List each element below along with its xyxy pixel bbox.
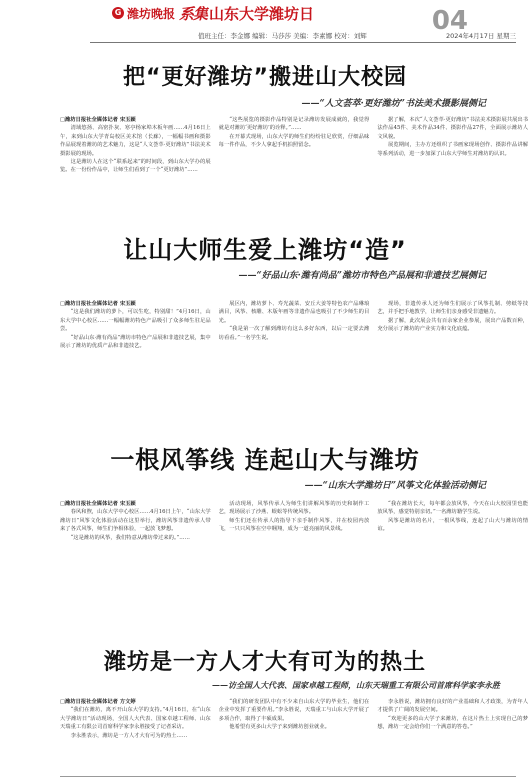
article-3-para: 师生们还在传承人的指导下亲手制作风筝，并在校园内放飞，一只只风筝在空中翱翔，成为一道亮丽的风景线。 <box>218 517 370 533</box>
article-4-byline: □潍坊日报社全媒体记者 方文婷 <box>60 699 136 705</box>
article-2-headline-wrap <box>0 230 530 265</box>
article-1-subhead-text: ——“人文荟萃·更好潍坊”书法美术摄影展侧记 <box>301 99 486 109</box>
article-4-col-2 <box>219 698 370 774</box>
article-3-para: 春风和煦，山东大学中心校区……4月16日上午，“山东大学潍坊日”风筝文化体验活动在这里举行，潍坊风筝非遗传承人带来了各式风筝，师生们争相体验，一起放飞梦想。 <box>60 509 211 533</box>
article-2-col-2 <box>219 300 370 420</box>
article-1-para: 展览期间，主办方还组织了书画家现场创作、摄影作品讲解等系列活动，进一步加深了山东大学师生对潍坊的认识。 <box>377 142 529 157</box>
page-number: 04 <box>431 6 468 36</box>
article-4-col-1 <box>60 698 211 774</box>
paper-logo-icon: G <box>112 7 124 19</box>
article-3-body <box>60 500 528 620</box>
dateline: 2024年4月17日 星期三 <box>445 32 516 40</box>
article-4-col-3 <box>377 698 528 774</box>
article-1-byline: □潍坊日报社全媒体记者 宋玉颖 <box>60 117 136 123</box>
footer-divider <box>60 776 516 777</box>
article-4-headline: 潍坊是一方人才大有可为的热土 <box>103 650 426 675</box>
article-4-headline-wrap <box>0 645 530 676</box>
article-1-para: 清域悠扬、高密扑灰、寒亭杨家埠木板年画……4月16日上午，来到山东大学青岛校区美术馆（长廊），一幅幅书画和摄影作品展现着潍坊的艺术魅力，这是“人文荟萃·更好潍坊”书法美术摄影展的现场。 <box>60 125 211 157</box>
article-2-subhead <box>0 268 530 281</box>
article-4-para: 他希望有更多山大学子来到潍坊创业就业。 <box>229 724 330 731</box>
article-3-col-2 <box>219 500 370 620</box>
article-3-para: “我在潍坊长大，每年都会放风筝，今天在山大校园里也能放风筝，感觉特别亲切。”一名潍坊籍学生说。 <box>377 501 529 516</box>
article-2-headline: 让山大师生爱上潍坊“造” <box>123 236 407 264</box>
article-2-para: “这是我们潍坊的萝卜，可以生吃，特别甜！”4月16日，山东大学中心校区……一幅幅潍坊特色产品吸引了众多师生驻足品尝。 <box>60 309 211 333</box>
article-4-para: “我们在潍坊，离不开山东大学的支持。”4月16日，在“山东大学潍坊日”活动现场，全国人大代表、国家卓越工程师、山东天瑞重工有限公司首席科学家李永胜接受了记者采访。 <box>60 707 211 731</box>
article-2-col-3 <box>377 300 528 420</box>
article-1-body <box>60 116 528 208</box>
article-3-byline: □潍坊日报社全媒体记者 宋玉颖 <box>60 501 136 507</box>
article-1-para: 在开幕式现场，山东大学的师生们纷纷驻足欣赏，仔细品味每一件作品，不少人拿起手机拍照留念。 <box>218 133 370 149</box>
article-1-headline: 把“更好潍坊”搬进山大校园 <box>123 65 407 90</box>
article-3-headline-wrap <box>0 440 530 475</box>
article-1-para: 据了解，本次“人文荟萃·更好潍坊”书法美术摄影展共展出书法作品45件、美术作品34件、摄影作品27件，全面展示潍坊人文风貌。 <box>377 117 529 140</box>
article-2-para: 展区内，潍坊萝卜、寿光蔬菜、安丘大姜等特色农产品琳琅满目，风筝、核雕、木版年画等非遗作品也吸引了不少师生的目光。 <box>218 301 370 324</box>
article-2-subhead-text: ——“好品山东·潍有尚品”潍坊市特色产品展和非遗技艺展侧记 <box>238 271 486 281</box>
article-1-col-3 <box>377 116 528 208</box>
article-1-subhead <box>0 96 530 109</box>
paper-name: 潍坊晚报 <box>127 6 176 21</box>
article-1-col-2 <box>219 116 370 208</box>
article-4-para: “欢迎更多的山大学子来潍坊，在这片热土上实现自己的梦想，潍坊一定会给你们一个满意的答卷。” <box>377 715 529 731</box>
article-3-para: 活动现场，风筝传承人为师生们讲解风筝的历史和制作工艺，现场展示了沙燕、蜈蚣等传统风筝。 <box>218 501 370 516</box>
article-2-col-1 <box>60 300 211 420</box>
article-1-headline-wrap <box>0 60 530 91</box>
article-3-para: “这是潍坊的风筝，我们特意从潍坊带过来的。”…… <box>70 534 190 541</box>
article-3-col-1 <box>60 500 211 620</box>
masthead-brand <box>112 4 314 22</box>
article-3-subhead-text: ——“山东大学潍坊日”风筝文化体验活动侧记 <box>304 481 486 491</box>
article-4-para: 李永胜表示，潍坊是一方人才大有可为的热土…… <box>70 732 188 739</box>
masthead-divider <box>90 42 516 43</box>
article-2-para: “好品山东·潍有尚品”潍坊市特色产品展和非遗技艺展，集中展示了潍坊的优质产品和非遗技艺。 <box>60 334 211 350</box>
article-3-headline: 一根风筝线 连起山大与潍坊 <box>110 446 420 474</box>
article-3-subhead <box>0 478 530 491</box>
article-2-para: 现场，非遗传承人还为师生们展示了风筝扎制、剪纸等技艺，并手把手地教学，让师生们亲身感受非遗魅力。 <box>377 301 529 316</box>
article-4-para: “我们的研发团队中有不少来自山东大学的毕业生，他们在企业中发挥了重要作用。”李永胜说，天瑞重工与山东大学开展了多项合作，取得了丰硕成果。 <box>218 699 370 722</box>
article-4-body <box>60 698 528 774</box>
article-2-para: “我是第一次了解到潍坊有这么多好东西，以后一定要去潍坊看看。”一名学生说。 <box>218 326 370 341</box>
editors-line: 值班主任：李金娜 编辑：马莎莎 美编：李素娜 校对：刘辉 <box>198 32 367 40</box>
article-1-para: 这是潍坊人在这个“联系起来”的时间段，到山东大学办的展览。在一份份作品中，让师生们看到了一个“更好潍坊”…… <box>60 159 211 174</box>
article-2-body <box>60 300 528 420</box>
column-name: 山东大学潍坊日 <box>209 4 315 23</box>
article-4-para: 李永胜说，潍坊拥有良好的产业基础和人才政策，为青年人才提供了广阔的发展空间。 <box>377 699 529 714</box>
article-1-para: “这些展览的摄影作品特别是记录潍坊发展成就的，我觉得就是对潍坊‘更好潍坊’的诠释。”…… <box>218 117 370 132</box>
masthead <box>0 0 530 44</box>
article-3-para: 风筝是潍坊的名片，一根风筝线，连起了山大与潍坊的情谊。 <box>377 517 529 533</box>
article-4-subhead-text: ——访全国人大代表、国家卓越工程师，山东天瑞重工有限公司首席科学家李永胜 <box>212 680 500 690</box>
article-2-byline: □潍坊日报社全媒体记者 宋玉颖 <box>60 301 136 307</box>
article-3-col-3 <box>377 500 528 620</box>
article-1-col-1 <box>60 116 211 208</box>
article-2-para: 据了解，此次展会共有百余家企业参展，展出产品数百种，充分展示了潍坊的产业实力和文化底蕴。 <box>377 317 529 333</box>
article-4-subhead <box>0 680 530 691</box>
masthead-script-text: 系集 <box>179 4 208 23</box>
